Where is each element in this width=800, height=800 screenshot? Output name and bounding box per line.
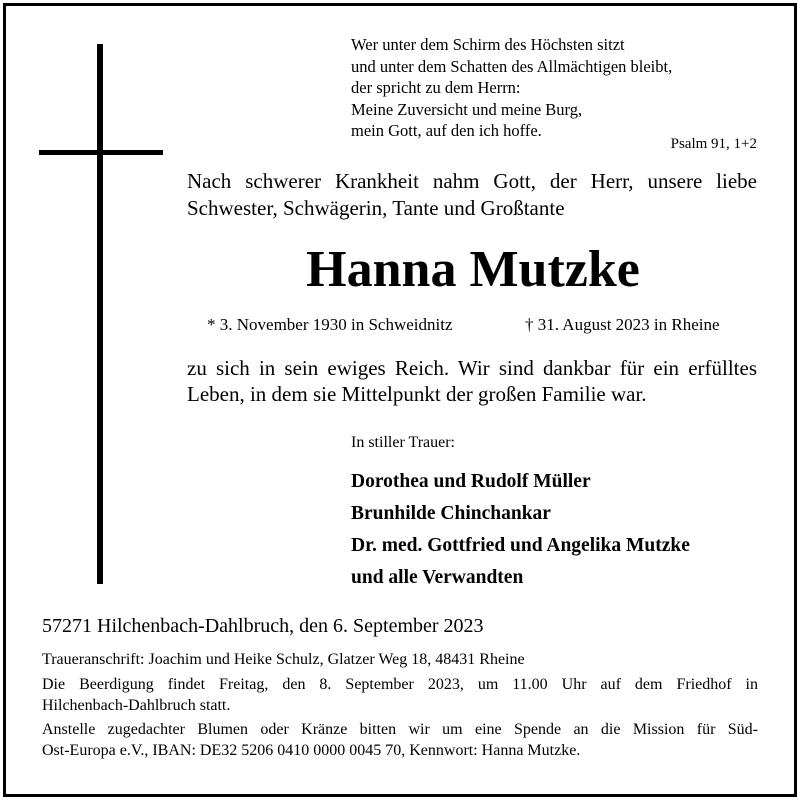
intro-line: Schwester, Schwägerin, Tante und Großtante bbox=[187, 196, 565, 220]
closing-line: zu sich in sein ewiges Reich. Wir sind dankbar für ein erfülltes bbox=[187, 356, 757, 380]
verse-line: der spricht zu dem Herrn: bbox=[351, 78, 521, 97]
intro-text bbox=[187, 168, 757, 222]
donation-line: Ost-Europa e.V., IBAN: DE32 5206 0410 0000 0045 70, Kennwort: Hanna Mutzke. bbox=[42, 742, 581, 759]
closing-line: Leben, in dem sie Mittelpunkt der großen Familie war. bbox=[187, 382, 647, 406]
burial-line: Die Beerdigung findet Freitag, den 8. September 2023, um 11.00 Uhr auf dem Friedhof in bbox=[42, 676, 758, 693]
cross-horizontal-bar bbox=[39, 150, 163, 155]
mourning-address: Traueranschrift: Joachim und Heike Schulz, Glatzer Weg 18, 48431 Rheine bbox=[42, 651, 525, 668]
death-date: † 31. August 2023 in Rheine bbox=[525, 315, 720, 334]
closing-text bbox=[187, 355, 757, 407]
mourner-name: Brunhilde Chinchankar bbox=[351, 503, 551, 524]
verse-source: Psalm 91, 1+2 bbox=[670, 136, 757, 152]
verse-line: und unter dem Schatten des Allmächtigen bleibt, bbox=[351, 56, 673, 76]
mourner-name: Dr. med. Gottfried und Angelika Mutzke bbox=[351, 535, 690, 556]
mourner-name: und alle Verwandten bbox=[351, 567, 524, 588]
burial-line: Hilchenbach-Dahlbruch statt. bbox=[42, 697, 231, 714]
verse-line: mein Gott, auf den ich hoffe. bbox=[351, 121, 542, 140]
mourners-list bbox=[351, 466, 771, 594]
birth-date: * 3. November 1930 in Schweidnitz bbox=[207, 315, 453, 334]
place-date: 57271 Hilchenbach-Dahlbruch, den 6. September 2023 bbox=[42, 615, 484, 637]
donation-line: Anstelle zugedachter Blumen oder Kränze bitten wir um eine Spende an die Mission für Süd- bbox=[42, 721, 758, 738]
deceased-name: Hanna Mutzke bbox=[306, 241, 640, 298]
intro-line: Nach schwerer Krankheit nahm Gott, der Herr, unsere liebe bbox=[187, 169, 757, 193]
burial-info bbox=[42, 674, 758, 716]
donation-info bbox=[42, 719, 758, 761]
verse-line: Wer unter dem Schirm des Höchsten sitzt bbox=[351, 35, 625, 54]
bible-verse bbox=[351, 34, 751, 142]
mourner-name: Dorothea und Rudolf Müller bbox=[351, 471, 591, 492]
mourning-label: In stiller Trauer: bbox=[351, 434, 455, 451]
verse-line: Meine Zuversicht und meine Burg, bbox=[351, 99, 583, 119]
cross-vertical-bar bbox=[97, 44, 103, 584]
